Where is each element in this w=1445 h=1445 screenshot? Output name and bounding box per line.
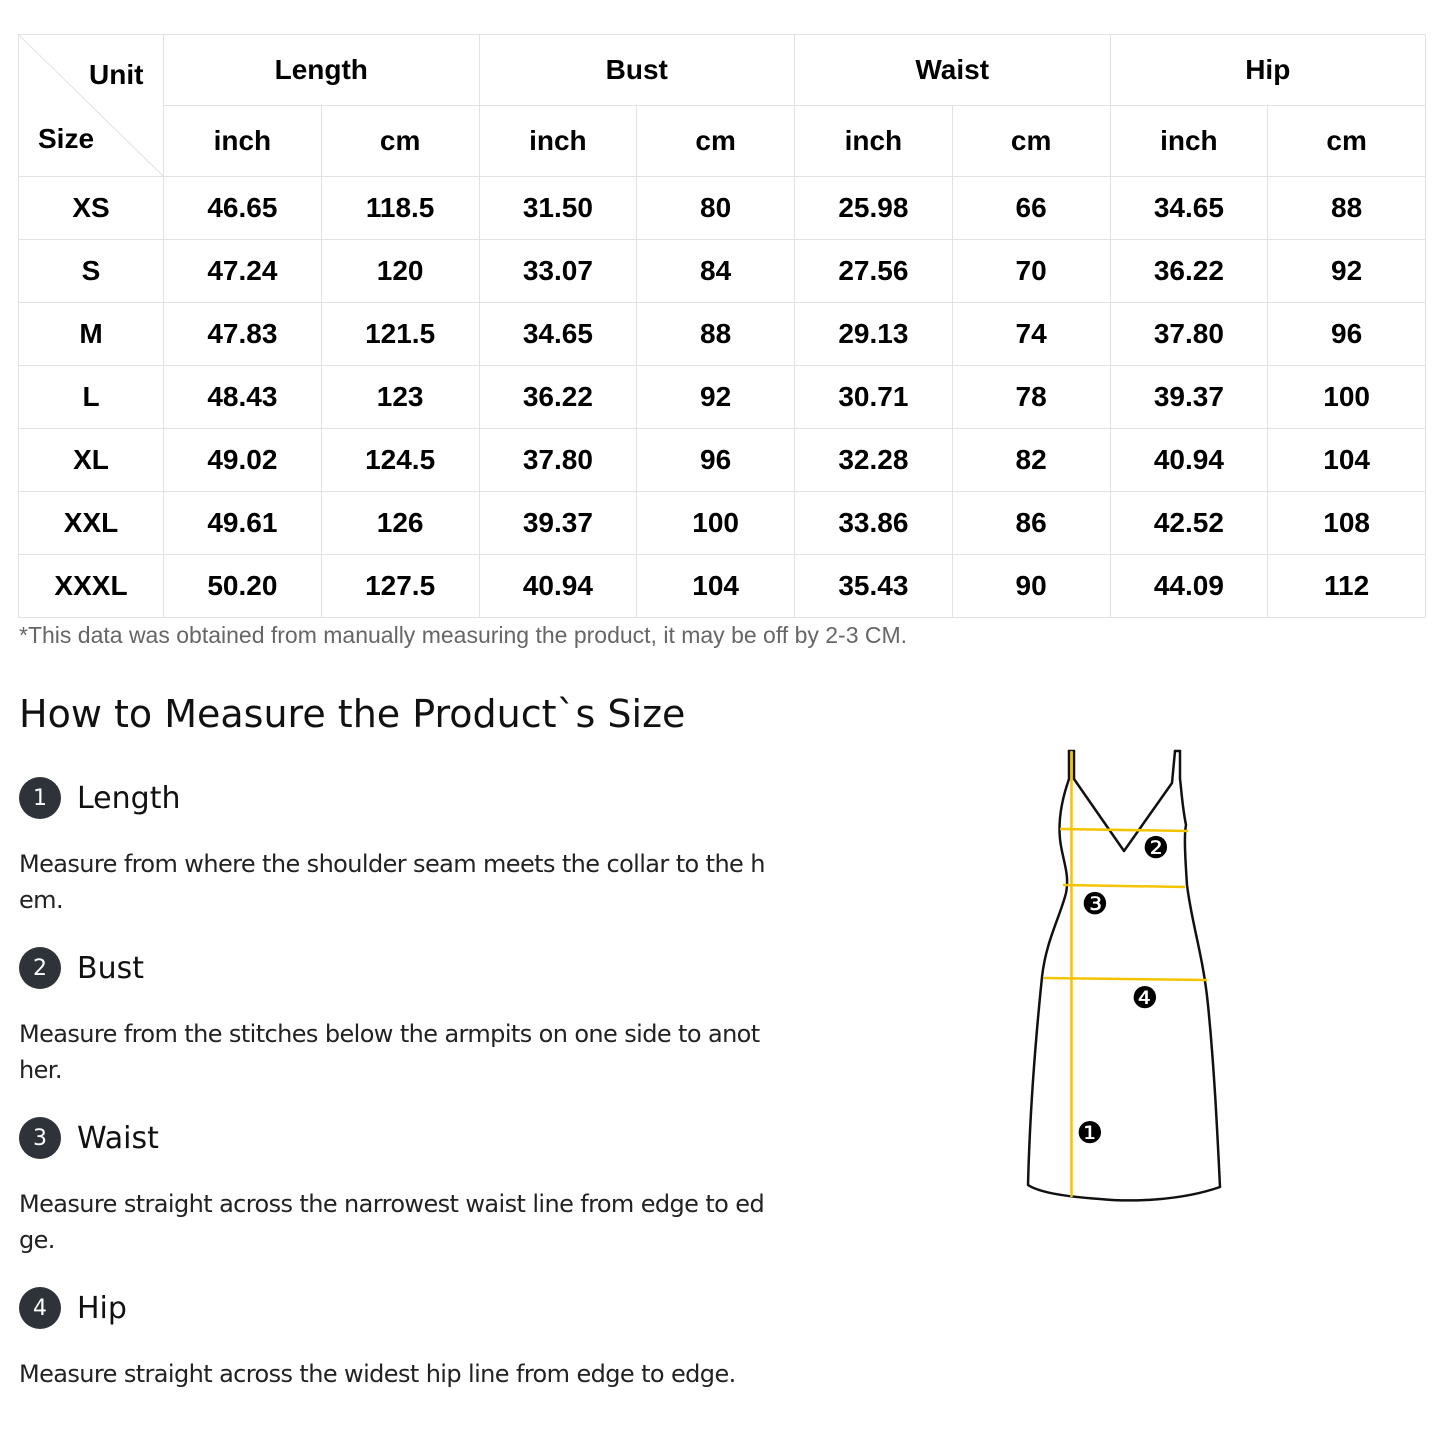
- size-cell: M: [19, 303, 164, 366]
- value-cell: 127.5: [321, 555, 479, 618]
- step-label: Hip: [77, 1290, 127, 1326]
- value-cell: 88: [1268, 177, 1426, 240]
- group-header-waist: Waist: [795, 35, 1111, 106]
- value-cell: 86: [952, 492, 1110, 555]
- step-label: Waist: [77, 1120, 159, 1156]
- value-cell: 92: [637, 366, 795, 429]
- value-cell: 31.50: [479, 177, 637, 240]
- value-cell: 100: [1268, 366, 1426, 429]
- measurement-note: *This data was obtained from manually measuring the product, it may be off by 2-3 CM.: [19, 622, 908, 648]
- size-cell: XXL: [19, 492, 164, 555]
- size-cell: XXXL: [19, 555, 164, 618]
- size-cell: S: [19, 240, 164, 303]
- value-cell: 70: [952, 240, 1110, 303]
- value-cell: 126: [321, 492, 479, 555]
- guide-title: How to Measure the Product`s Size: [19, 692, 686, 736]
- step-label: Length: [77, 780, 181, 816]
- step-number-badge: 4: [19, 1287, 61, 1329]
- value-cell: 29.13: [795, 303, 953, 366]
- value-cell: 92: [1268, 240, 1426, 303]
- table-corner-cell: [19, 35, 164, 177]
- value-cell: 47.83: [164, 303, 322, 366]
- value-cell: 88: [637, 303, 795, 366]
- value-cell: 39.37: [479, 492, 637, 555]
- value-cell: 44.09: [1110, 555, 1268, 618]
- size-cell: L: [19, 366, 164, 429]
- step-bust: [19, 946, 779, 1088]
- value-cell: 27.56: [795, 240, 953, 303]
- step-hip: [19, 1286, 779, 1392]
- hip-line: [1043, 978, 1207, 980]
- table-header-units: [19, 106, 1426, 177]
- step-description: Measure straight across the widest hip line from edge to edge.: [19, 1360, 736, 1388]
- table-body: [19, 177, 1426, 618]
- value-cell: 37.80: [1110, 303, 1268, 366]
- unit-header: cm: [952, 106, 1110, 177]
- value-cell: 33.86: [795, 492, 953, 555]
- step-number-badge: 2: [19, 947, 61, 989]
- table-row: [19, 177, 1426, 240]
- value-cell: 74: [952, 303, 1110, 366]
- value-cell: 30.71: [795, 366, 953, 429]
- group-header-length: Length: [164, 35, 480, 106]
- value-cell: 104: [637, 555, 795, 618]
- value-cell: 32.28: [795, 429, 953, 492]
- dress-measurement-diagram: [1000, 745, 1250, 1215]
- dress-outline: [1028, 751, 1220, 1200]
- value-cell: 104: [1268, 429, 1426, 492]
- value-cell: 84: [637, 240, 795, 303]
- value-cell: 50.20: [164, 555, 322, 618]
- value-cell: 36.22: [1110, 240, 1268, 303]
- table-row: [19, 429, 1426, 492]
- value-cell: 90: [952, 555, 1110, 618]
- value-cell: 82: [952, 429, 1110, 492]
- table-row: [19, 240, 1426, 303]
- value-cell: 47.24: [164, 240, 322, 303]
- value-cell: 66: [952, 177, 1110, 240]
- step-number-badge: 3: [19, 1117, 61, 1159]
- value-cell: 96: [637, 429, 795, 492]
- value-cell: 121.5: [321, 303, 479, 366]
- value-cell: 78: [952, 366, 1110, 429]
- step-waist: [19, 1116, 779, 1258]
- value-cell: 96: [1268, 303, 1426, 366]
- value-cell: 34.65: [1110, 177, 1268, 240]
- unit-header: inch: [1110, 106, 1268, 177]
- value-cell: 100: [637, 492, 795, 555]
- step-length: [19, 776, 779, 918]
- value-cell: 48.43: [164, 366, 322, 429]
- group-header-hip: Hip: [1110, 35, 1426, 106]
- size-chart-table: [18, 34, 1426, 618]
- value-cell: 33.07: [479, 240, 637, 303]
- group-header-bust: Bust: [479, 35, 795, 106]
- size-cell: XS: [19, 177, 164, 240]
- unit-header: inch: [164, 106, 322, 177]
- value-cell: 120: [321, 240, 479, 303]
- unit-header: cm: [321, 106, 479, 177]
- corner-size-label: Size: [38, 123, 95, 154]
- value-cell: 25.98: [795, 177, 953, 240]
- step-number-badge: 1: [19, 777, 61, 819]
- value-cell: 37.80: [479, 429, 637, 492]
- table-header-groups: [19, 35, 1426, 106]
- value-cell: 40.94: [479, 555, 637, 618]
- unit-header: cm: [637, 106, 795, 177]
- table-row: [19, 303, 1426, 366]
- value-cell: 46.65: [164, 177, 322, 240]
- value-cell: 49.61: [164, 492, 322, 555]
- unit-header: cm: [1268, 106, 1426, 177]
- value-cell: 124.5: [321, 429, 479, 492]
- table-row: [19, 555, 1426, 618]
- step-label: Bust: [77, 950, 144, 986]
- value-cell: 108: [1268, 492, 1426, 555]
- step-description: Measure from where the shoulder seam meets the collar to the hem.: [19, 850, 765, 914]
- marker-3-icon: ❸: [1081, 887, 1109, 922]
- marker-2-icon: ❷: [1142, 831, 1170, 866]
- value-cell: 118.5: [321, 177, 479, 240]
- value-cell: 42.52: [1110, 492, 1268, 555]
- value-cell: 80: [637, 177, 795, 240]
- marker-4-icon: ❹: [1131, 981, 1159, 1016]
- step-description: Measure straight across the narrowest waist line from edge to edge.: [19, 1190, 765, 1254]
- marker-1-icon: ❶: [1076, 1116, 1104, 1151]
- table-row: [19, 366, 1426, 429]
- value-cell: 112: [1268, 555, 1426, 618]
- unit-header: inch: [479, 106, 637, 177]
- corner-unit-label: Unit: [89, 59, 144, 90]
- value-cell: 49.02: [164, 429, 322, 492]
- step-description: Measure from the stitches below the armpits on one side to another.: [19, 1020, 760, 1084]
- value-cell: 123: [321, 366, 479, 429]
- value-cell: 35.43: [795, 555, 953, 618]
- value-cell: 36.22: [479, 366, 637, 429]
- measurement-lines: [1043, 751, 1207, 1197]
- table-row: [19, 492, 1426, 555]
- value-cell: 39.37: [1110, 366, 1268, 429]
- value-cell: 40.94: [1110, 429, 1268, 492]
- size-cell: XL: [19, 429, 164, 492]
- unit-header: inch: [795, 106, 953, 177]
- value-cell: 34.65: [479, 303, 637, 366]
